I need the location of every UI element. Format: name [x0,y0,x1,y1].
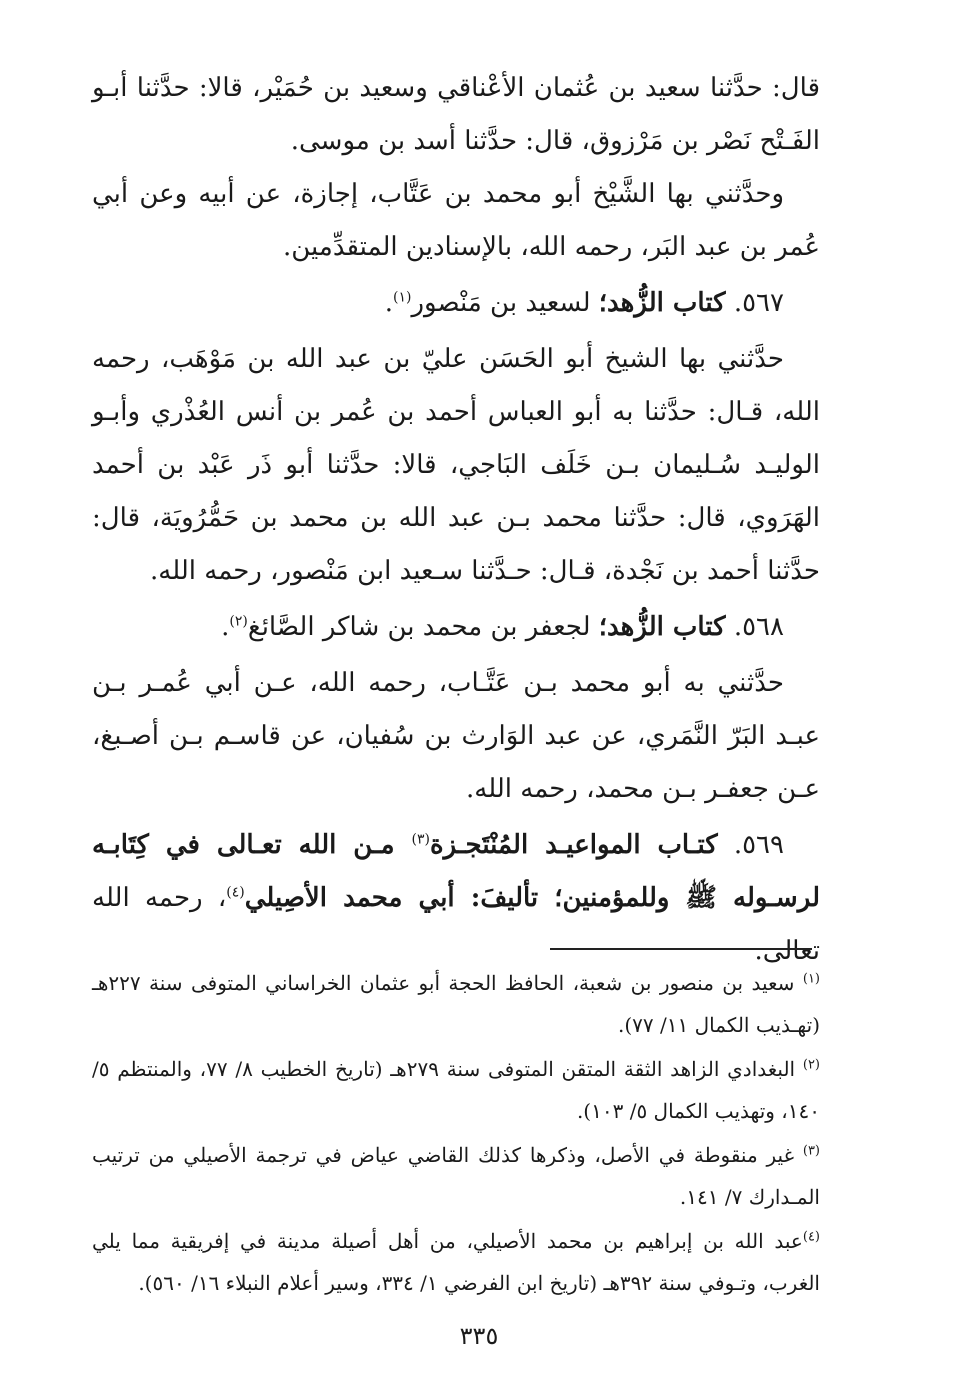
entry-author: لجعفر بن محمد بن شاكر الصَّائغ [247,612,599,642]
footnote-3 [92,1134,820,1218]
entry-title: كتاب الزُّهد؛ [598,288,726,318]
footnote-mark: (٢) [802,1057,820,1073]
footnote-ref: (١) [393,289,412,306]
entry-author: لسعيد بن مَنْصور [411,288,599,318]
entry-number: ٥٦٩. [733,830,784,860]
entry-number: ٥٦٧. [733,288,784,318]
paragraph-chain-continuation: قال: حدَّثنا سعيد بن عُثمان الأعْناقي وسعيد بن حُمَيْر، قالا: حدَّثنا أبـو الفَـتْح نَصْر بن مَرْزوق، قال: حدَّثنا أسد بن موسى. [92,73,820,156]
footnote-ref: (٣) [411,831,430,848]
entry-title-continued: مـن الله تعـالى في كِتَابـه لرسـوله ﷺ وللمؤمنين؛ تأليفَ: أبي محمد الأصِيلي [92,830,820,913]
paragraph-chain-567: حدَّثني بها الشيخ أبو الحَسَن عليّ بن عبد الله بن مَوْهَب، رحمه الله، قـال: حدَّثنا به أبو العباس أحمد بن عُمر بن أنس العُذْري وأبـو الوليـد سُـليمان بـن خَلَف البَاجي، قالا: حدَّثنا أبو ذَر عَبْد بن أحمد الهَرَوي، قال: حدَّثنا محمد بـن عبد الله بن محمد بن حَمُّرُويَة، قال: حدَّثنا أحمد بن نَجْدة، قـال: حـدَّثنا سـعيد ابن مَنْصور، رحمه الله. [92,344,820,586]
footnote-text: غير منقوطة في الأصل، وذكرها كذلك القاضي عياض في ترجمة الأصيلي من ترتيب المـدارك ٧/ ١٤١. [92,1143,820,1209]
entry-568 [92,601,820,654]
footnote-mark: (٣) [802,1143,820,1159]
footnote-text: البغدادي الزاهد الثقة المتقن المتوفى سنة ٢٧٩هـ (تاريخ الخطيب ٨/ ٧٧، والمنتظم ٥/ ١٤٠، وتهذيب الكمال ٥/ ١٠٣). [92,1057,820,1123]
footnote-text: سعيد بن منصور بن شعبة، الحافظ الحجة أبو عثمان الخراساني المتوفى سنة ٢٢٧هـ (تهـذيب الكمال ١١/ ٧٧). [92,971,820,1037]
footnotes [92,962,820,1306]
entry-end: ، رحمه الله تعالى. [92,883,820,966]
entry-end: . [221,612,230,642]
entry-569 [92,819,820,978]
entry-title: كتـاب المواعيـد المُنْتَجـزة [429,830,718,860]
footnote-separator [550,948,812,950]
entry-title: كتاب الزُّهد؛ [598,612,726,642]
paragraph-chain-568: حدَّثني به أبو محمد بـن عَتَّـاب، رحمه الله، عـن أبي عُمـر بـن عبـد البَرّ النَّمَري، عن عبد الوَارث بن سُفيان، عن قاسـم بـن أصـبغ، عـن جعفـر بـن محمد، رحمه الله. [92,668,820,804]
paragraph-chain-ijaza: وحدَّثني بها الشَّيْخ أبو محمد بن عَتَّاب، إجازة، عن أبيه وعن أبي عُمر بن عبد البَر، رحمه الله، بالإسنادين المتقدِّمين. [92,179,820,262]
footnote-mark: (١) [802,971,820,987]
footnote-text: عبد الله بن إبراهيم بن محمد الأصيلي، من أهل أصيلة مدينة في إفريقية مما يلي الغرب، وتـوفي سنة ٣٩٢هـ (تاريخ ابن الفرضي ١/ ٣٣٤، وسير أعلام النبلاء ١٦/ ٥٦٠). [92,1229,820,1295]
entry-number: ٥٦٨. [733,612,784,642]
entry-567 [92,277,820,330]
footnote-1 [92,962,820,1046]
page-number: ٣٣٥ [459,1322,499,1350]
main-text [92,62,820,981]
footnote-ref: (٢) [229,613,248,630]
footnote-ref: (٤) [226,884,245,901]
entry-end: . [384,288,394,318]
footnote-mark: (٤) [802,1229,820,1245]
footnote-4 [92,1220,820,1304]
footnote-2 [92,1048,820,1132]
